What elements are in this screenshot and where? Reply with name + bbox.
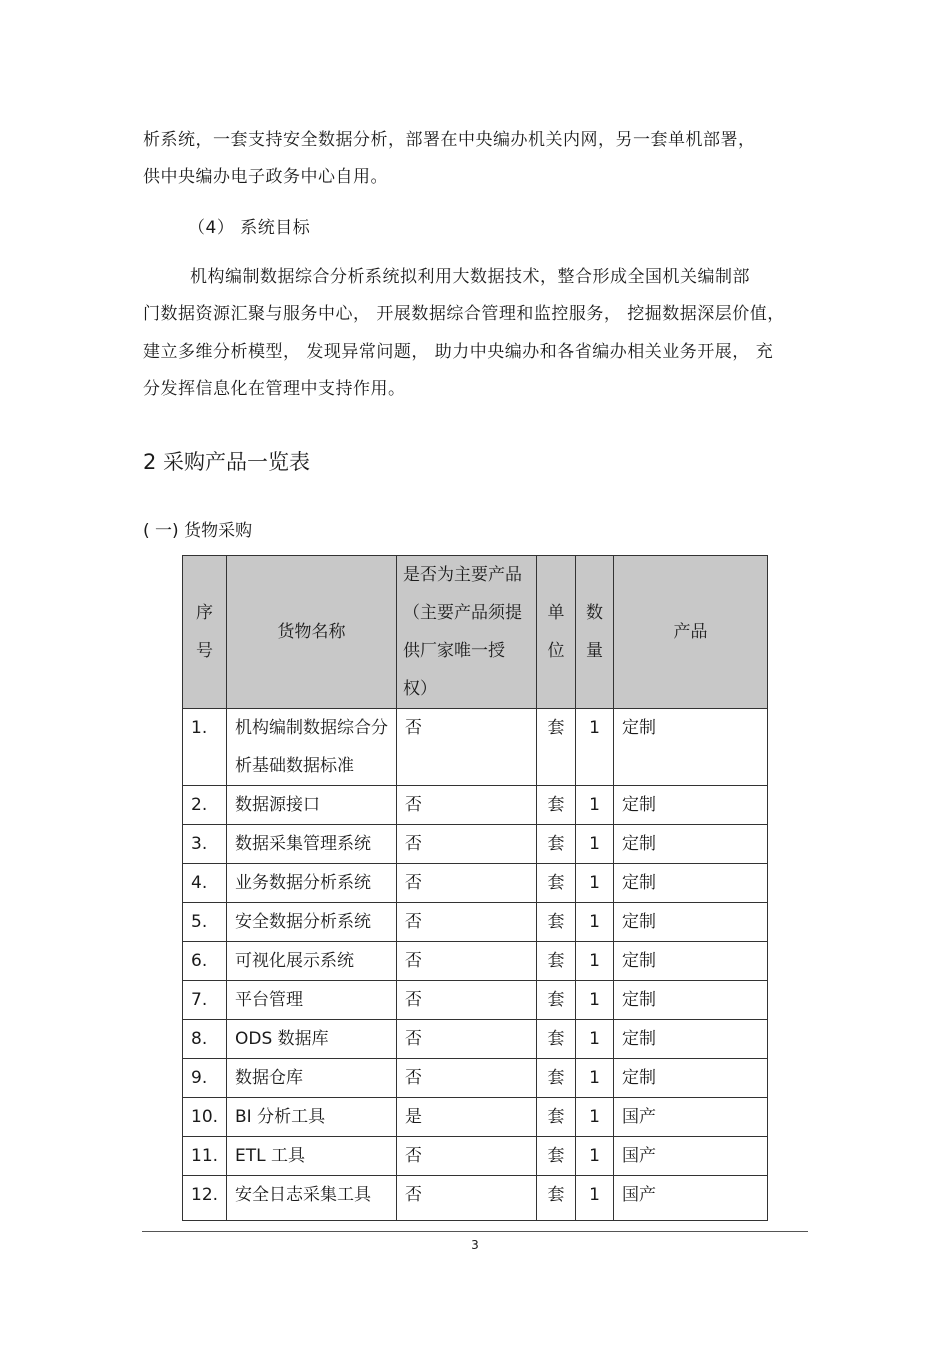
table-row — [183, 1098, 768, 1137]
cell-seq: 3. — [183, 825, 227, 864]
cell-unit: 套 — [537, 942, 576, 981]
paragraph-line-2: 门数据资源汇聚与服务中心， 开展数据综合管理和监控服务， 挖掘数据深层价值， — [143, 304, 785, 324]
cell-main: 否 — [397, 709, 537, 786]
header-unit: 单 位 — [537, 556, 576, 709]
paragraph-line-3: 建立多维分析模型， 发现异常问题， 助力中央编办和各省编办相关业务开展， 充 — [143, 342, 774, 362]
section-heading: 2 采购产品一览表 — [143, 450, 311, 474]
table-row — [183, 709, 768, 786]
cell-qty: 1 — [576, 1098, 614, 1137]
cell-seq: 11. — [183, 1137, 227, 1176]
cell-qty: 1 — [576, 903, 614, 942]
cell-product: 国产 — [614, 1137, 768, 1176]
cell-name: 可视化展示系统 — [227, 942, 397, 981]
cell-main: 否 — [397, 1137, 537, 1176]
cell-seq: 8. — [183, 1020, 227, 1059]
header-seq: 序 号 — [183, 556, 227, 709]
paragraph-line-1: 机构编制数据综合分析系统拟利用大数据技术，整合形成全国机关编制部 — [190, 267, 750, 287]
cell-seq: 5. — [183, 903, 227, 942]
cell-unit: 套 — [537, 1020, 576, 1059]
header-name: 货物名称 — [227, 556, 397, 709]
table-row — [183, 981, 768, 1020]
cell-product: 国产 — [614, 1098, 768, 1137]
cell-unit: 套 — [537, 1137, 576, 1176]
cell-name: ODS 数据库 — [227, 1020, 397, 1059]
table-row — [183, 864, 768, 903]
cell-name: ETL 工具 — [227, 1137, 397, 1176]
cell-name: 安全日志采集工具 — [227, 1176, 397, 1221]
cell-name: BI 分析工具 — [227, 1098, 397, 1137]
cell-qty: 1 — [576, 864, 614, 903]
cell-product: 定制 — [614, 942, 768, 981]
table-body — [183, 709, 768, 1221]
cell-main: 否 — [397, 1059, 537, 1098]
cell-product: 定制 — [614, 1020, 768, 1059]
cell-qty: 1 — [576, 981, 614, 1020]
cell-qty: 1 — [576, 1020, 614, 1059]
table-row — [183, 786, 768, 825]
cell-seq: 6. — [183, 942, 227, 981]
cell-seq: 7. — [183, 981, 227, 1020]
cell-product: 定制 — [614, 864, 768, 903]
cell-main: 否 — [397, 942, 537, 981]
cell-product: 定制 — [614, 981, 768, 1020]
cell-unit: 套 — [537, 864, 576, 903]
cell-product: 定制 — [614, 825, 768, 864]
cell-name: 数据源接口 — [227, 786, 397, 825]
cell-qty: 1 — [576, 709, 614, 786]
cell-product: 定制 — [614, 903, 768, 942]
paragraph-line-4: 分发挥信息化在管理中支持作用。 — [143, 379, 406, 399]
cell-main: 否 — [397, 864, 537, 903]
table-row — [183, 1137, 768, 1176]
cell-unit: 套 — [537, 1059, 576, 1098]
cell-main: 否 — [397, 825, 537, 864]
cell-seq: 1. — [183, 709, 227, 786]
cell-seq: 10. — [183, 1098, 227, 1137]
cell-name: 平台管理 — [227, 981, 397, 1020]
cell-qty: 1 — [576, 825, 614, 864]
cell-main: 否 — [397, 1020, 537, 1059]
table-header-row — [183, 556, 768, 709]
table-row — [183, 942, 768, 981]
cell-qty: 1 — [576, 1176, 614, 1221]
header-product: 产品 — [614, 556, 768, 709]
header-qty: 数 量 — [576, 556, 614, 709]
page-number: 3 — [471, 1238, 479, 1252]
cell-seq: 2. — [183, 786, 227, 825]
goods-table — [182, 555, 768, 1221]
cell-name: 数据采集管理系统 — [227, 825, 397, 864]
cell-unit: 套 — [537, 709, 576, 786]
list-item-system-goal: （4） 系统目标 — [188, 218, 311, 238]
cell-main: 否 — [397, 1176, 537, 1221]
cell-product: 国产 — [614, 1176, 768, 1221]
cell-name: 业务数据分析系统 — [227, 864, 397, 903]
cell-main: 否 — [397, 981, 537, 1020]
cell-unit: 套 — [537, 1176, 576, 1221]
cell-product: 定制 — [614, 786, 768, 825]
cell-main: 否 — [397, 903, 537, 942]
table-row — [183, 903, 768, 942]
cell-qty: 1 — [576, 786, 614, 825]
cell-seq: 4. — [183, 864, 227, 903]
table-row — [183, 1059, 768, 1098]
body-line-1: 析系统，一套支持安全数据分析，部署在中央编办机关内网，另一套单机部署， — [143, 130, 756, 150]
cell-main: 是 — [397, 1098, 537, 1137]
cell-name: 机构编制数据综合分析基础数据标准 — [227, 709, 397, 786]
cell-name: 安全数据分析系统 — [227, 903, 397, 942]
table-row — [183, 1176, 768, 1221]
header-main-product: 是否为主要产品（主要产品须提供厂家唯一授权） — [397, 556, 537, 709]
cell-unit: 套 — [537, 825, 576, 864]
table-row — [183, 825, 768, 864]
cell-unit: 套 — [537, 1098, 576, 1137]
cell-unit: 套 — [537, 981, 576, 1020]
cell-seq: 9. — [183, 1059, 227, 1098]
cell-product: 定制 — [614, 709, 768, 786]
cell-qty: 1 — [576, 1059, 614, 1098]
cell-unit: 套 — [537, 903, 576, 942]
cell-qty: 1 — [576, 1137, 614, 1176]
cell-product: 定制 — [614, 1059, 768, 1098]
subsection-heading: ( 一) 货物采购 — [143, 521, 253, 541]
footer-divider — [142, 1231, 808, 1232]
table-row — [183, 1020, 768, 1059]
cell-name: 数据仓库 — [227, 1059, 397, 1098]
cell-seq: 12. — [183, 1176, 227, 1221]
cell-main: 否 — [397, 786, 537, 825]
cell-qty: 1 — [576, 942, 614, 981]
body-line-2: 供中央编办电子政务中心自用。 — [143, 167, 388, 187]
cell-unit: 套 — [537, 786, 576, 825]
